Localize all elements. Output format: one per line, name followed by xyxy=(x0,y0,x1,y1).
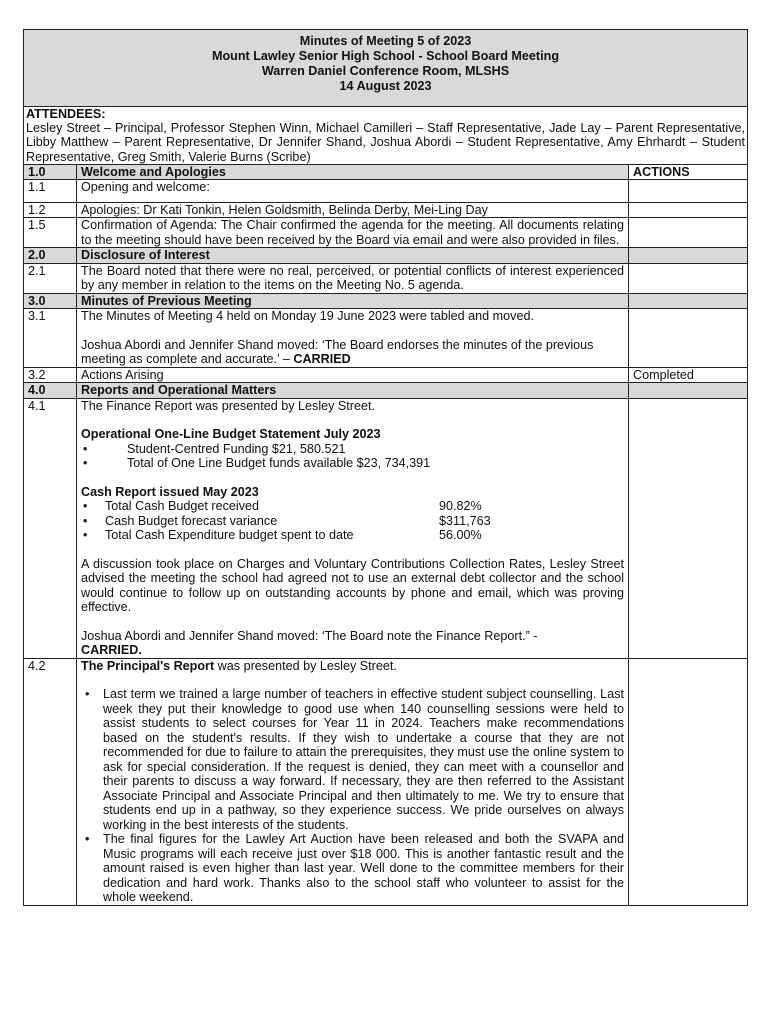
header-board-name: Mount Lawley Senior High School - School Board Meeting xyxy=(211,49,560,63)
item-row xyxy=(24,202,748,218)
budget-list xyxy=(81,442,624,471)
principal-report-title: The Principal's Report xyxy=(81,658,215,673)
cash-label: • Cash Budget forecast variance xyxy=(105,513,278,528)
item-row xyxy=(24,218,748,248)
item-action xyxy=(629,398,748,658)
budget-title: Operational One-Line Budget Statement July 2023 xyxy=(81,427,381,442)
item-text: Apologies: Dr Kati Tonkin, Helen Goldsmith, Belinda Derby, Mei-Ling Day xyxy=(77,202,629,218)
item-number: 1.5 xyxy=(24,218,77,248)
header-venue: Warren Daniel Conference Room, MLSHS xyxy=(261,64,510,78)
cash-value: 56.00% xyxy=(439,528,482,543)
item-action xyxy=(629,202,748,218)
item-action xyxy=(629,218,748,248)
header-date: 14 August 2023 xyxy=(339,79,432,93)
list-item: • The final figures for the Lawley Art Auction have been released and both the SVAPA and Music programs will each receive just over $18 000. This is another fantastic result and the amount raised is even higher than last year. Well done to the committee members for their dedication and hard work. Thanks also to the school staff who volunteer to assist for the whole weekend. xyxy=(81,832,624,905)
section-row xyxy=(24,383,748,399)
minutes-motion xyxy=(81,338,624,367)
principal-intro-rest: was presented by Lesley Street. xyxy=(214,658,397,673)
list-item: • Total of One Line Budget funds available $23, 734,391 xyxy=(81,456,624,471)
item-row xyxy=(24,180,748,203)
cash-list xyxy=(81,499,624,543)
item-text: Opening and welcome: xyxy=(77,180,629,203)
attendees-block xyxy=(24,107,748,165)
cash-label: • Total Cash Expenditure budget spent to date xyxy=(105,528,354,543)
cash-title: Cash Report issued May 2023 xyxy=(81,484,259,499)
item-number: 3.1 xyxy=(24,309,77,368)
section-title: Disclosure of Interest xyxy=(77,248,629,264)
section-row xyxy=(24,248,748,264)
list-item xyxy=(81,499,624,514)
cash-label: • Total Cash Budget received xyxy=(105,499,260,514)
section-action xyxy=(629,248,748,264)
item-number: 4.2 xyxy=(24,658,77,905)
section-number: 1.0 xyxy=(24,164,77,180)
item-text xyxy=(77,658,629,905)
header-block xyxy=(24,30,748,107)
item-row xyxy=(24,309,748,368)
list-item xyxy=(81,514,624,529)
actions-header: ACTIONS xyxy=(629,164,748,180)
principal-intro xyxy=(81,659,624,674)
attendees-list: Lesley Street – Principal, Professor Stephen Winn, Michael Camilleri – Staff Representative, Jade Lay – Parent Representative, Libby Matthew – Parent Representative, Dr Jennifer Shand, Joshua Abordi – Student Representative, Amy Ehrhardt – Student Representative, Greg Smith, Valerie Burns (Scribe) xyxy=(26,121,745,164)
cash-value: $311,763 xyxy=(439,513,491,528)
attendees-title: ATTENDEES: xyxy=(26,107,106,121)
item-action xyxy=(629,263,748,293)
section-title: Minutes of Previous Meeting xyxy=(77,293,629,309)
item-text: The Board noted that there were no real, perceived, or potential conflicts of interest experienced by any member in relation to the items on the Meeting No. 5 agenda. xyxy=(77,263,629,293)
item-number: 2.1 xyxy=(24,263,77,293)
item-action xyxy=(629,658,748,905)
finance-motion-result: CARRIED. xyxy=(81,643,142,658)
list-item: • Last term we trained a large number of teachers in effective student subject counselling. Last week they put their knowledge to good use when 140 counselling sessions were held to assist students to select courses for Year 11 in 2024. Teachers make recommendations based on the student's results. If they wish to undertake a course that they are not recommended for due to failure to attain the prerequisites, they must use the online system to ask for special consideration. If the request is denied, they can meet with a counsellor and their parents to discuss a way forward. If necessary, they are then referred to the Assistant Associate Principal and Associate Principal and then ultimately to me. We try to ensure that students end up in a pathway, so they experience success. We pride ourselves on always working in the best interests of the students. xyxy=(81,687,624,832)
item-number: 1.2 xyxy=(24,202,77,218)
list-item: • Student-Centred Funding $21, 580.521 xyxy=(81,442,624,457)
item-number: 4.1 xyxy=(24,398,77,658)
list-item xyxy=(81,528,624,543)
section-action xyxy=(629,383,748,399)
minutes-tabled-text: The Minutes of Meeting 4 held on Monday 19 June 2023 were tabled and moved. xyxy=(81,309,534,324)
section-number: 4.0 xyxy=(24,383,77,399)
minutes-motion-text: Joshua Abordi and Jennifer Shand moved: ‘The Board endorses the minutes of the previous meeting as complete and accurate.’ – xyxy=(81,337,594,367)
section-title: Reports and Operational Matters xyxy=(77,383,629,399)
cash-value: 90.82% xyxy=(439,499,482,514)
item-number: 1.1 xyxy=(24,180,77,203)
finance-motion: Joshua Abordi and Jennifer Shand moved: ‘The Board note the Finance Report.” - xyxy=(81,628,538,643)
item-action xyxy=(629,180,748,203)
item-row xyxy=(24,398,748,658)
principal-report-list xyxy=(81,687,624,905)
item-action: Completed xyxy=(629,367,748,383)
item-row xyxy=(24,367,748,383)
section-number: 2.0 xyxy=(24,248,77,264)
item-row xyxy=(24,658,748,905)
minutes-document xyxy=(23,29,747,906)
header-meeting-number: Minutes of Meeting 5 of 2023 xyxy=(299,34,472,48)
item-action xyxy=(629,309,748,368)
section-number: 3.0 xyxy=(24,293,77,309)
item-text xyxy=(77,309,629,368)
section-row xyxy=(24,164,748,180)
item-number: 3.2 xyxy=(24,367,77,383)
item-row xyxy=(24,263,748,293)
section-row xyxy=(24,293,748,309)
finance-discussion: A discussion took place on Charges and Voluntary Contributions Collection Rates, Lesley Street advised the meeting the school had agreed not to use an external debt collector and the school would continue to follow up on outstanding accounts by phone and email, which was proving effective. xyxy=(81,556,624,615)
item-text: Actions Arising xyxy=(77,367,629,383)
item-text: Confirmation of Agenda: The Chair confirmed the agenda for the meeting. All documents relating to the meeting should have been received by the Board via email and were also provided in files. xyxy=(77,218,629,248)
minutes-motion-result: CARRIED xyxy=(293,352,351,367)
minutes-table xyxy=(23,29,748,906)
finance-intro: The Finance Report was presented by Lesley Street. xyxy=(81,398,376,413)
section-action xyxy=(629,293,748,309)
section-title: Welcome and Apologies xyxy=(77,164,629,180)
item-text xyxy=(77,398,629,658)
